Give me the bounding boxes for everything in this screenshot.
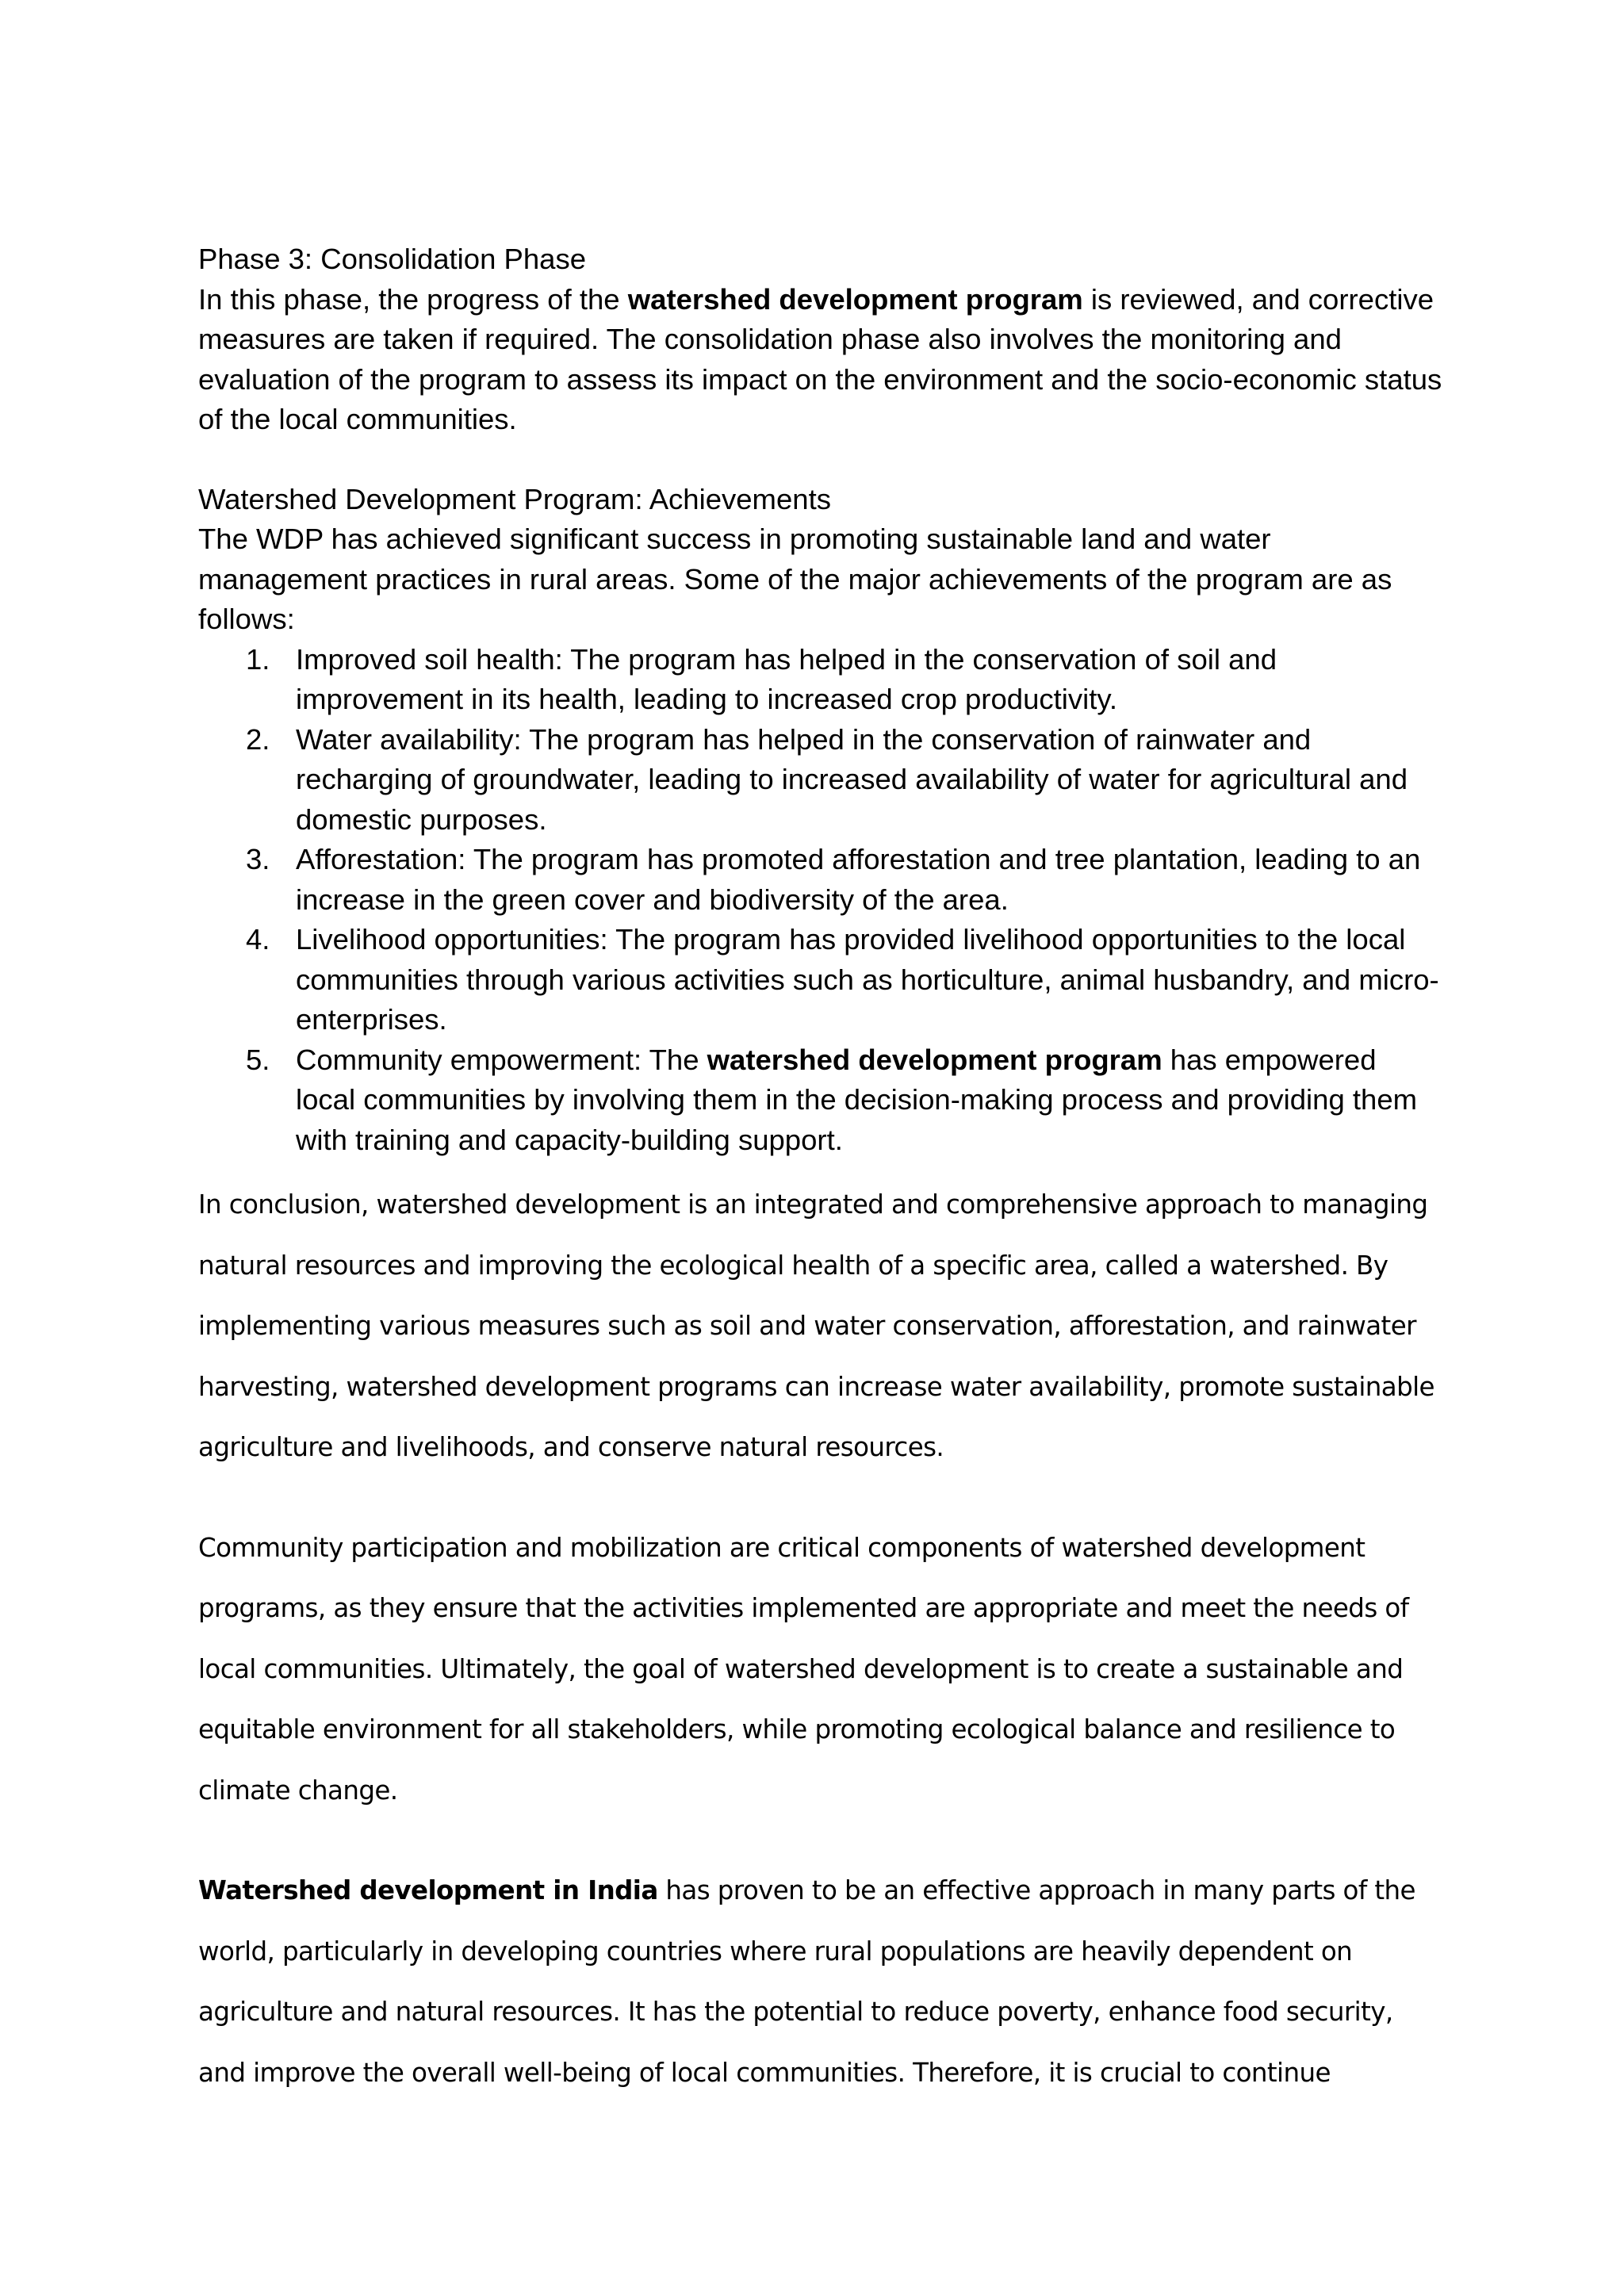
list-item-text: Water availability: The program has helped in the conservation of rainwater and recharging of groundwater, leading to increased availability of water for agricultural and domestic purposes.	[296, 722, 1408, 836]
phase3-text-before: In this phase, the progress of the	[198, 282, 628, 316]
phase3-section	[198, 239, 1443, 440]
list-item	[198, 1040, 1443, 1161]
list-item-text: Improved soil health: The program has helped in the conservation of soil and improvement in its health, leading to increased crop productivity.	[296, 642, 1277, 715]
list-item-number: 3.	[246, 843, 270, 875]
list-item-bold-term: watershed development program	[707, 1043, 1162, 1076]
document-content	[198, 239, 1443, 2103]
achievements-heading: Watershed Development Program: Achievements	[198, 482, 831, 515]
list-item	[198, 640, 1443, 720]
conclusion-paragraph-3-text: has proven to be an effective approach in many parts of the world, particularly in developing countries where rural populations are heavily dependent on agriculture and natural resources. It has the potential to reduce poverty, enhance food security, and improve the overall well-being of local communities. Therefore, it is crucial to continue	[198, 1875, 1415, 2088]
phase3-text-after: is reviewed, and corrective measures are taken if required. The consolidation phase also involves the monitoring and evaluation of the program to assess its impact on the environment and the socio-economic status of the local communities.	[198, 282, 1442, 435]
list-item	[198, 720, 1443, 841]
list-item-text-after: has empowered local communities by involving them in the decision-making process and providing them with training and capacity-building support.	[296, 1043, 1418, 1156]
list-item-number: 1.	[246, 642, 270, 676]
phase3-paragraph	[198, 280, 1443, 440]
list-item-text-before: Community empowerment: The	[296, 1043, 707, 1076]
list-item-number: 5.	[246, 1043, 270, 1076]
achievements-list	[198, 640, 1443, 1161]
phase3-heading: Phase 3: Consolidation Phase	[198, 243, 587, 275]
achievements-intro: The WDP has achieved significant success in promoting sustainable land and water management practices in rural areas. Some of the major achievements of the program are as follows:	[198, 523, 1392, 635]
list-item-number: 2.	[246, 722, 270, 756]
conclusion-paragraph-3	[198, 1860, 1443, 2103]
conclusion-paragraph-1: In conclusion, watershed development is an integrated and comprehensive approach to managing natural resources and improving the ecological health of a specific area, called a watershed. By implementing various measures such as soil and water conservation, afforestation, and rainwater harvesting, watershed development programs can increase water availability, promote sustainable agriculture and livelihoods, and conserve natural resources.	[198, 1189, 1434, 1462]
conclusion-paragraph-2: Community participation and mobilization are critical components of watershed development programs, as they ensure that the activities implemented are appropriate and meet the needs of local communities. Ultimately, the goal of watershed development is to create a sustainable and equitable environment for all stakeholders, while promoting ecological balance and resilience to climate change.	[198, 1532, 1409, 1806]
list-item-text: Livelihood opportunities: The program has provided livelihood opportunities to the local communities through various activities such as horticulture, animal husbandry, and micro-enterprises.	[296, 923, 1439, 1036]
achievements-section	[198, 480, 1443, 1161]
list-item-number: 4.	[246, 923, 270, 956]
list-item-text: Afforestation: The program has promoted afforestation and tree plantation, leading to an increase in the green cover and biodiversity of the area.	[296, 843, 1421, 916]
india-bold-term: Watershed development in India	[198, 1875, 658, 1905]
phase3-bold-term: watershed development program	[627, 282, 1083, 316]
list-item	[198, 840, 1443, 920]
list-item	[198, 920, 1443, 1040]
